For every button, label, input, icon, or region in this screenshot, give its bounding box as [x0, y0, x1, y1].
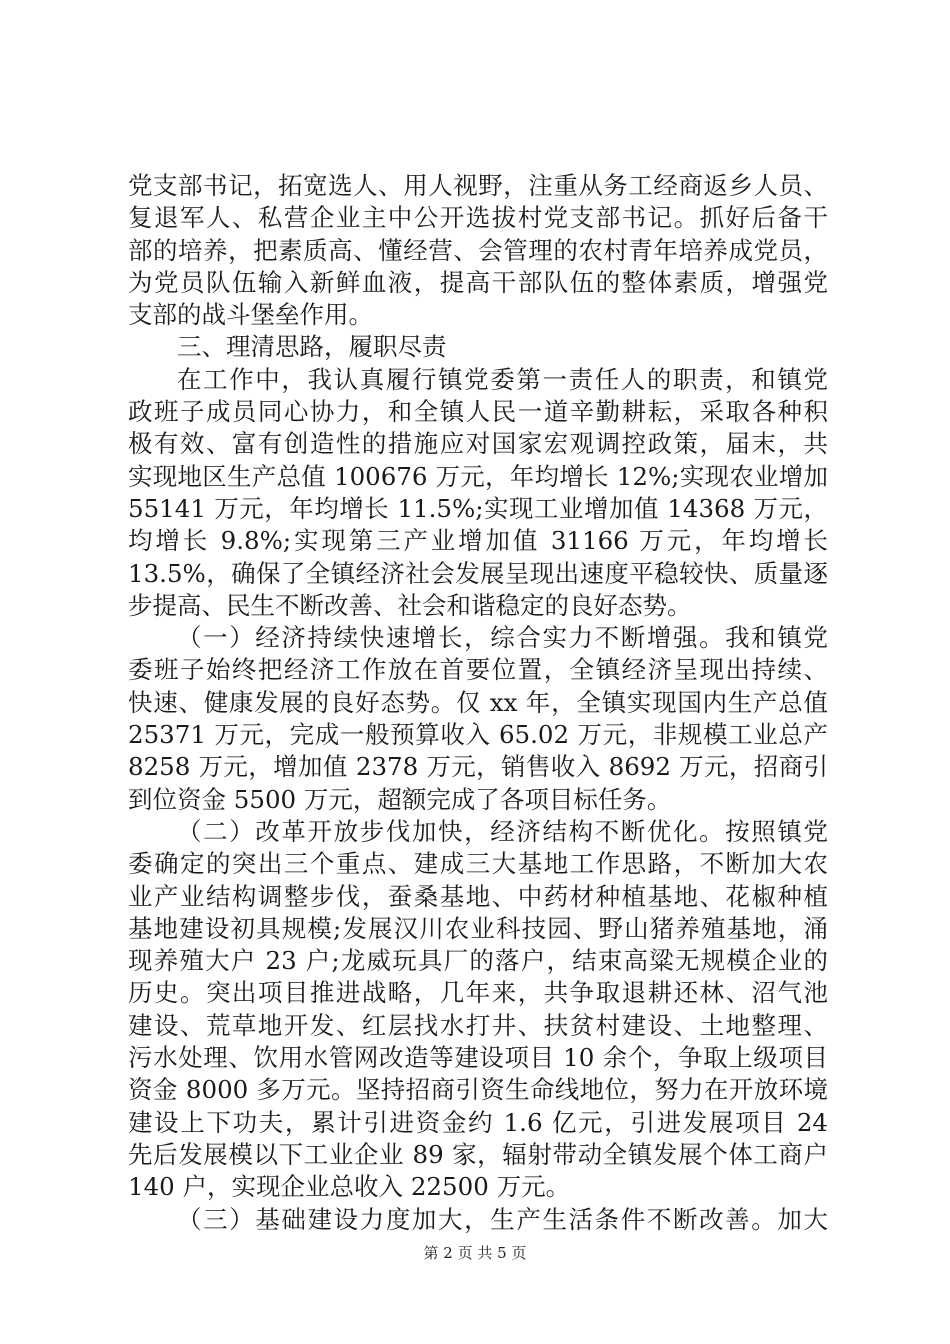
text-line: 步提高、民生不断改善、社会和谐稳定的良好态势。: [128, 590, 692, 620]
text-line: （三）基础建设力度加大，生产生活条件不断改善。加大: [177, 1204, 828, 1234]
text-line: 先后发展模以下工业企业 89 家，辐射带动全镇发展个体工商户: [128, 1139, 828, 1169]
page-footer: 第 2 页 共 5 页: [423, 1244, 527, 1262]
document-body: [128, 170, 828, 1236]
text-line: 污水处理、饮用水管网改造等建设项目 10 余个，争取上级项目: [128, 1043, 828, 1073]
text-line: 为党员队伍输入新鲜血液，提高干部队伍的整体素质，增强党: [128, 267, 828, 297]
text-line: 极有效、富有创造性的措施应对国家宏观调控政策，届末，共: [128, 429, 828, 459]
text-line: 均增长 9.8%;实现第三产业增加值 31166 万元，年均增长: [128, 526, 828, 556]
text-line: 13.5%，确保了全镇经济社会发展呈现出速度平稳较快、质量逐: [128, 558, 828, 588]
text-line: 建设、荒草地开发、红层找水打井、扶贫村建设、土地整理、: [128, 1010, 828, 1040]
text-line: 到位资金 5500 万元，超额完成了各项目标任务。: [128, 784, 672, 814]
text-line: 政班子成员同心协力，和全镇人民一道辛勤耕耘，采取各种积: [128, 397, 828, 427]
text-line: 25371 万元，完成一般预算收入 65.02 万元，非规模工业总产: [128, 720, 828, 750]
text-line: 在工作中，我认真履行镇党委第一责任人的职责，和镇党: [177, 364, 828, 394]
text-line: 部的培养，把素质高、懂经营、会管理的农村青年培养成党员，: [128, 235, 828, 265]
text-line: 委班子始终把经济工作放在首要位置，全镇经济呈现出持续、: [128, 655, 828, 685]
text-line: 支部的战斗堡垒作用。: [128, 300, 373, 330]
text-line: 实现地区生产总值 100676 万元，年均增长 12%;实现农业增加: [128, 461, 828, 491]
text-line: 建设上下功夫，累计引进资金约 1.6 亿元，引进发展项目 24: [128, 1107, 828, 1137]
text-line: 快速、健康发展的良好态势。仅 xx 年，全镇实现国内生产总值: [128, 687, 828, 717]
text-line: 现养殖大户 23 户;龙威玩具厂的落户，结束高粱无规模企业的: [128, 946, 828, 976]
text-line: 三、理清思路，履职尽责: [177, 332, 447, 362]
text-line: 复退军人、私营企业主中公开选拔村党支部书记。抓好后备干: [128, 203, 828, 233]
text-line: 基地建设初具规模;发展汉川农业科技园、野山猪养殖基地，涌: [128, 913, 828, 943]
text-line: 业产业结构调整步伐，蚕桑基地、中药材种植基地、花椒种植: [128, 881, 828, 911]
text-line: 历史。突出项目推进战略，几年来，共争取退耕还林、沼气池: [128, 978, 828, 1008]
text-line: 党支部书记，拓宽选人、用人视野，注重从务工经商返乡人员、: [128, 171, 828, 200]
text-line: 资金 8000 多万元。坚持招商引资生命线地位，努力在开放环境: [128, 1075, 828, 1105]
text-line: （二）改革开放步伐加快，经济结构不断优化。按照镇党: [177, 816, 828, 846]
text-line: 140 户，实现企业总收入 22500 万元。: [128, 1172, 571, 1202]
text-line: 8258 万元，增加值 2378 万元，销售收入 8692 万元，招商引: [128, 752, 828, 782]
text-line: 55141 万元，年均增长 11.5%;实现工业增加值 14368 万元，: [128, 493, 828, 523]
text-line: 委确定的突出三个重点、建成三大基地工作思路，不断加大农: [128, 849, 828, 879]
text-line: （一）经济持续快速增长，综合实力不断增强。我和镇党: [177, 623, 828, 653]
